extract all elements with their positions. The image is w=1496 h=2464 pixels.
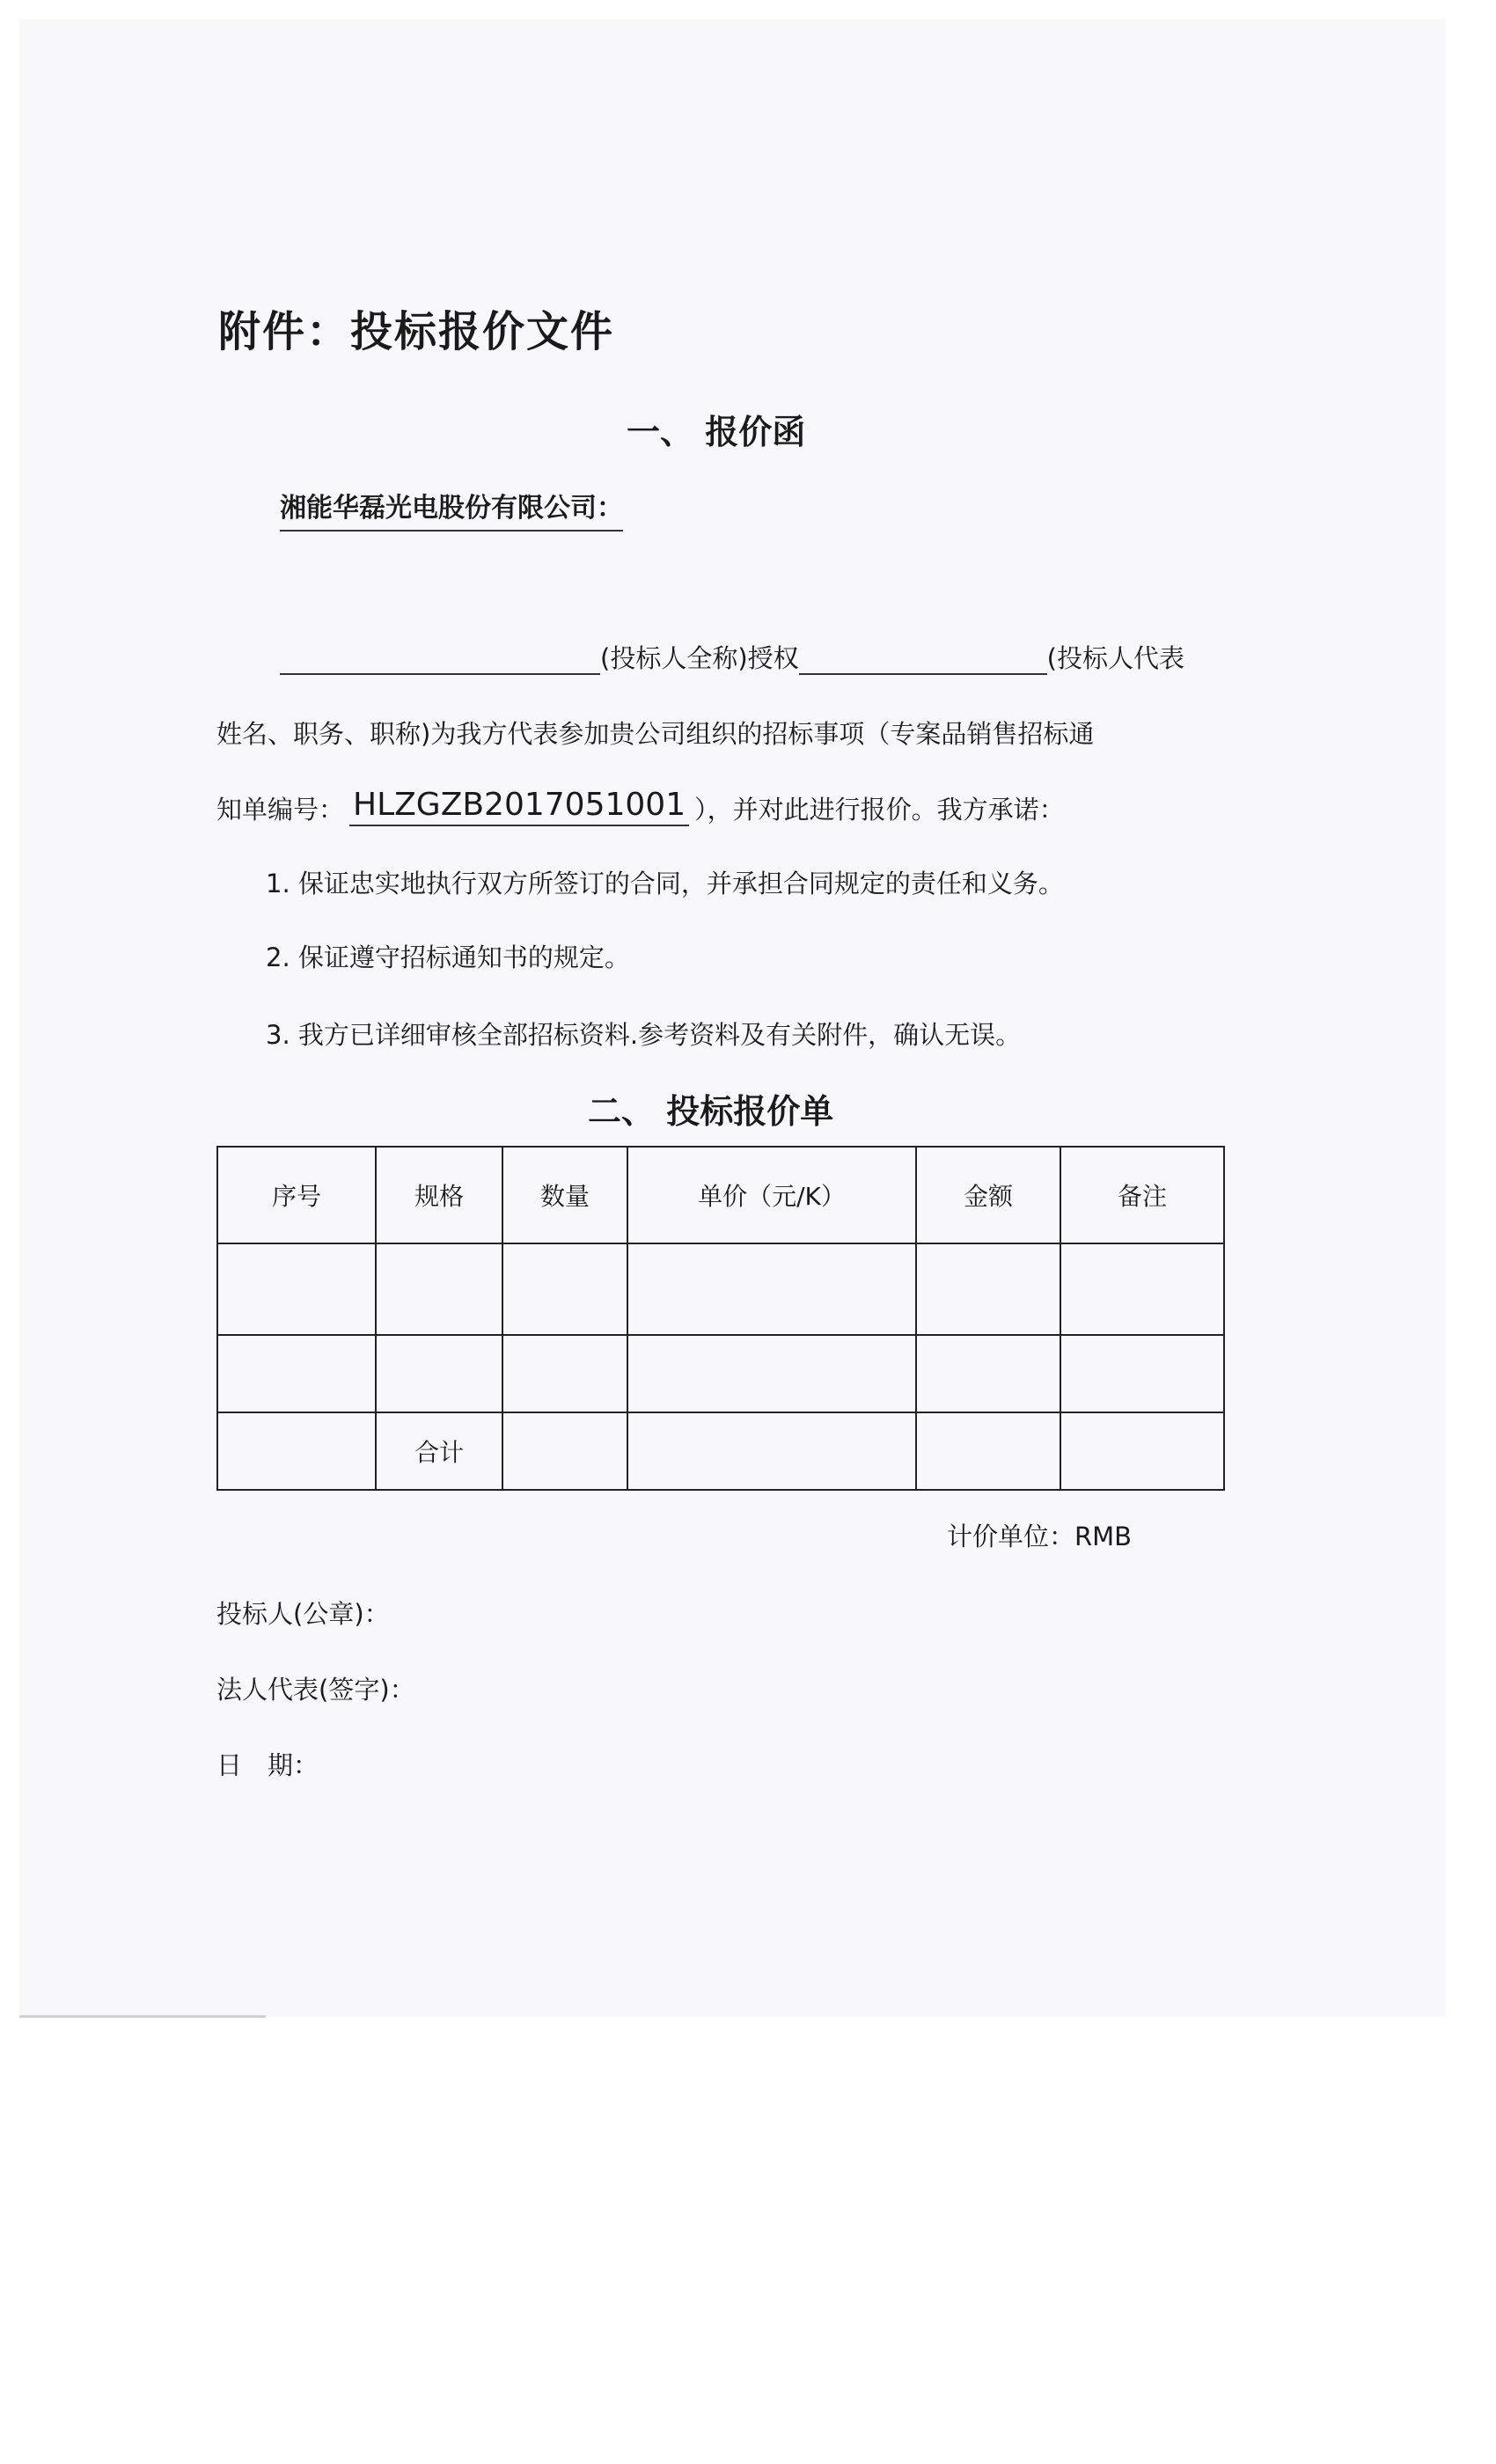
legal-representative-label: 法人代表(签字)：	[216, 1675, 415, 1705]
commitment-2: 2. 保证遵守招标通知书的规定。	[266, 942, 630, 972]
table-cell[interactable]	[916, 1243, 1060, 1335]
commitment-1: 1. 保证忠实地执行双方所签订的合同，并承担合同规定的责任和义务。	[266, 869, 1064, 898]
table-header-row	[217, 1147, 1224, 1243]
authorization-line-1	[280, 639, 1184, 675]
table-cell[interactable]	[916, 1335, 1060, 1412]
table-cell[interactable]	[217, 1243, 376, 1335]
table-cell[interactable]	[627, 1335, 916, 1412]
scan-edge-line	[19, 2015, 266, 2018]
table-row	[217, 1243, 1224, 1335]
header-serial: 序号	[217, 1147, 376, 1243]
addressee: 湘能华磊光电股份有限公司：	[280, 486, 623, 532]
section-heading-quotation-sheet: 二、 投标报价单	[588, 1092, 834, 1131]
table-total-row	[217, 1412, 1224, 1490]
total-label: 合计	[376, 1412, 502, 1490]
representative-caption: (投标人代表	[1046, 643, 1184, 673]
price-unit-note: 计价单位：RMB	[947, 1522, 1133, 1551]
authorization-line-2: 姓名、职务、职称)为我方代表参加贵公司组织的招标事项（专案品销售招标通	[216, 719, 1095, 749]
table-cell[interactable]	[217, 1335, 376, 1412]
document-title: 附件：投标报价文件	[218, 307, 615, 356]
table-row	[217, 1335, 1224, 1412]
representative-blank	[799, 645, 1047, 675]
bidder-seal-label: 投标人(公章)：	[216, 1599, 390, 1629]
header-remarks: 备注	[1060, 1147, 1224, 1243]
table-cell[interactable]	[1060, 1412, 1224, 1490]
bidder-name-caption: (投标人全称)授权	[600, 643, 799, 673]
header-unit-price: 单价（元/K）	[627, 1147, 916, 1243]
header-spec: 规格	[376, 1147, 502, 1243]
table-cell[interactable]	[502, 1243, 627, 1335]
table-cell[interactable]	[627, 1243, 916, 1335]
quotation-table	[216, 1146, 1225, 1491]
table-cell[interactable]	[1060, 1243, 1224, 1335]
bidder-name-blank	[280, 645, 600, 675]
table-cell[interactable]	[502, 1412, 627, 1490]
table-cell[interactable]	[916, 1412, 1060, 1490]
table-cell[interactable]	[376, 1335, 502, 1412]
tender-number: HLZGZB2017051001	[349, 787, 689, 826]
commitment-3: 3. 我方已详细审核全部招标资料.参考资料及有关附件，确认无误。	[266, 1020, 1022, 1050]
table-cell[interactable]	[627, 1412, 916, 1490]
table-cell[interactable]	[376, 1243, 502, 1335]
header-quantity: 数量	[502, 1147, 627, 1243]
tender-number-prefix: 知单编号：	[216, 795, 345, 825]
table-cell[interactable]	[1060, 1335, 1224, 1412]
tender-number-suffix: ），并对此进行报价。我方承诺：	[694, 795, 1065, 825]
section-heading-quotation-letter: 一、 报价函	[627, 413, 806, 451]
date-label: 日 期：	[216, 1750, 319, 1780]
header-amount: 金额	[916, 1147, 1060, 1243]
table-cell[interactable]	[502, 1335, 627, 1412]
table-cell[interactable]	[217, 1412, 376, 1490]
authorization-line-3	[216, 787, 1065, 826]
